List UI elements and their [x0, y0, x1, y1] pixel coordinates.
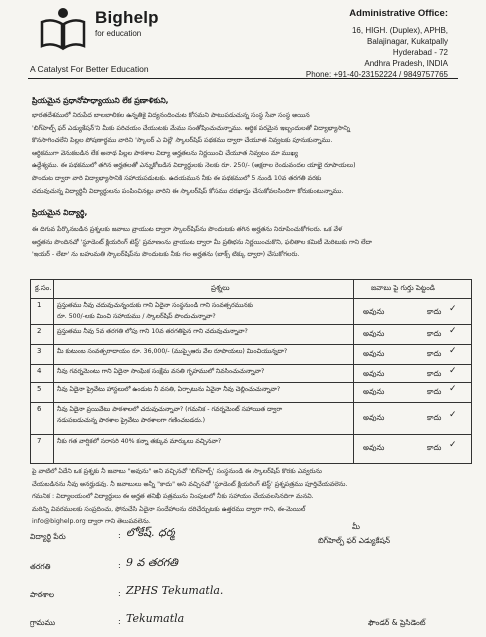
row-number: 2: [37, 327, 42, 335]
office-line: 16, HIGH. (Duplex), APHB,: [351, 26, 448, 35]
question-text: [57, 346, 347, 357]
brand: [95, 8, 159, 38]
header-answer: జవాబు పై గుర్తు పెట్టండి: [371, 284, 435, 292]
closing-line: మరిన్ని వివరములకు సంప్రదించు, ఫోనుచేసి ఏదైనా సందేహాలను దరిచేర్చుటకు ఉత్తరము ద్వారా గాని, ఈ-మెయిల్: [32, 505, 306, 513]
question-line: నీవు గవర్నమెంటు గాని ఏదైనా సాంఘిక సంక్షేమ వసతి గృహములో నివసించుచున్నావా?: [57, 368, 265, 375]
office-address: [258, 8, 448, 80]
no-option[interactable]: కాదు: [427, 413, 442, 422]
header-serial: క్ర.సం.: [35, 284, 52, 292]
question-line: మీ కుటుంబ సంవత్సరాదాయం రూ. 36,000/- (ముప్పైఆరు వేల రూపాయలు) మించియున్నదా?: [57, 348, 288, 355]
row-number: 7: [37, 437, 42, 445]
table-row: [31, 382, 471, 403]
no-option[interactable]: కాదు: [427, 349, 442, 358]
village-label: గ్రామము: [30, 618, 56, 627]
row-number: 5: [37, 385, 42, 393]
closing-line[interactable]: info@bighelp.org ద్వారా గాని తెలుపవలెను.: [32, 518, 151, 526]
signature-from: మీ: [352, 522, 360, 531]
no-option[interactable]: కాదు: [427, 307, 442, 316]
village-value[interactable]: Tekumatla: [126, 612, 185, 625]
instructions-line: ఈ దిగువ పేర్కొనబడిన ప్రశ్నలకు జవాబు వ్రాయుట ద్వారా స్కాలర్‌షిప్‌ను పొందుటకు తగిన అర్హతను నిరూపించుకోగలరు. ఒక వేళ: [32, 226, 343, 233]
closing-line: పై వాటిలో ఏదేని ఒక ప్రశ్నకు నీ జవాబు "అవును" అని వచ్చినచో 'బిగ్‌హెల్ప్' సంస్థనుండి ఈ స్కాలర్‌షిప్ కొరకు ఎవ్వరును: [32, 468, 322, 475]
row-number: 3: [37, 347, 42, 355]
class-label: తరగతి: [30, 562, 51, 571]
check-mark-icon: ✓: [449, 304, 457, 314]
office-phone: Phone: +91-40-23152224 / 9849757765: [305, 70, 448, 79]
yes-option[interactable]: అవును: [363, 387, 385, 396]
yes-option[interactable]: అవును: [363, 329, 385, 338]
class-value[interactable]: 9 వ తరగతి: [126, 556, 178, 569]
no-option[interactable]: కాదు: [427, 387, 442, 396]
check-mark-icon: ✓: [449, 326, 457, 336]
intro-line: 'బిగ్‌హెల్ప్ ఫర్ ఎడ్యుకేషన్'ని మీకు పరిచయం చేయుటకు మేము సంతోషించుచున్నాము. ఆర్థిక పరమైన ఇబ్బందులతో విద్యాభ్యాసాన్ని: [32, 124, 351, 132]
field-separator: :: [118, 589, 121, 598]
intro-line: ఆర్థికముగా వెనుకబడిన లేక అనాథ పిల్లల పాఠశాల విద్యా అర్హతలను నిర్ణయించి చేయూత నివ్వటం మా ముఖ్య: [32, 149, 299, 157]
table-row: [31, 298, 471, 325]
check-mark-icon: ✓: [449, 440, 457, 450]
question-line: ప్రస్తుతము నీవు 5వ తరగతి లోపు గాని 10వ తరగతిపైన గాని చదువుచున్నావా?: [57, 328, 248, 335]
yes-option[interactable]: అవును: [363, 369, 385, 378]
intro-paragraph: [32, 110, 472, 198]
header-divider: [28, 78, 458, 79]
question-line: నీకు గత వార్షికలో సరాసరి 40% కన్నా తక్కువ మార్కులు వచ్చినవా?: [57, 438, 222, 445]
school-label: పాఠశాల: [30, 590, 55, 599]
question-text: [57, 366, 347, 377]
question-line: నీవు ఏదైనా ప్రైవేటు హాస్టలులో ఉండుట నీ వసతి, ఏర్పాటును ఏవైనా నీవు చెల్లించుచున్నావా?: [57, 386, 281, 393]
instructions-paragraph: [32, 224, 472, 262]
check-mark-icon: ✓: [449, 366, 457, 376]
no-option[interactable]: కాదు: [427, 329, 442, 338]
check-mark-icon: ✓: [449, 346, 457, 356]
intro-line: ఉద్దేశ్యము. ఈ పథకములో తగిన అర్హతలతో ఎన్నుకోబడిన విద్యార్థులకు నెలకు రూ. 250/- (అక్షరాల రెండువందల యాభై రూపాయలు): [32, 162, 356, 170]
office-line: Andhra Pradesh, INDIA: [364, 59, 448, 68]
intro-line: కొనసాగించలేని పిల్లల పోషణార్థము వారిని 'స్కాలర్ ఎ విల్లే' స్కాలర్‌షిప్ పథకము ద్వారా చేయూత నివ్వటకు పూనుకున్నాము.: [32, 137, 333, 145]
question-text: [57, 300, 347, 322]
question-text: [57, 326, 347, 337]
header-question: ప్రశ్నలు: [211, 284, 230, 292]
office-title: Administrative Office:: [349, 8, 448, 19]
no-option[interactable]: కాదు: [427, 369, 442, 378]
question-text: [57, 436, 347, 447]
row-number: 4: [37, 367, 42, 375]
question-line: రూ. 500/-లకు మించి సహాయము / స్కాలర్‌షిప్ పొందుచున్నావా?: [57, 313, 216, 320]
closing-paragraph: [32, 466, 472, 529]
salutation-student: ప్రియమైన విద్యార్థి,: [32, 208, 88, 217]
check-mark-icon: ✓: [449, 384, 457, 394]
bighelp-logo-icon: [38, 6, 88, 52]
question-line: ప్రస్తుతము నీవు చదువుచున్నందుకు గాని ఏదైనా సంస్థనుండి గాని సంవత్సరమునకు: [57, 302, 254, 309]
salutation-headmaster: ప్రియమైన ప్రధానోపాధ్యాయుని లేక ప్రణాళికుని,: [32, 96, 169, 105]
check-mark-icon: ✓: [449, 410, 457, 420]
eligibility-table: [30, 279, 472, 464]
closing-line: చేయబడినను నీవు అనర్హుడవు. నీ జవాబులు అన్నీ "కాదు" అని వచ్చినచో 'స్టూడెంట్ క్లియరింగ్ టెస్ట్' ప్రశ్నపత్రము పూర్తిచేయవలెను.: [32, 480, 348, 488]
table-row: [31, 402, 471, 435]
instructions-line: 'ఇయర్ - లేటా' ను బహుమతి స్కాలర్‌షిప్‌ను పొందుటకు నీకు గల అర్హతను (బాక్స్ టిక్కు ద్వారా) చేసుకోగలరు.: [32, 251, 300, 259]
intro-line: పొందుట ద్వారా వారి విద్యాభ్యాసానికి సహాయపడుటకు. ఉదయమున నీకు ఈ పథకములో 5 నుండి 10వ తరగతి వరకు: [32, 174, 322, 182]
table-row: [31, 364, 471, 383]
intro-line: భారతదేశములో నిరుపేద బాలబాలికల ఉన్నతికై విద్యనందించుట కోసమని పాటుపడుచున్న సంస్థ సేవా సంస్థ అయిన: [32, 112, 310, 119]
student-name-label: విద్యార్థి పేరు: [30, 532, 66, 541]
brand-subtitle: for education: [95, 29, 142, 38]
question-line: నీవు ఏదైనా ప్రయివేటు పాఠశాలలో చదువుచున్నావా? (గమనిక - గవర్నమెంట్ సహాయిత ద్వారా: [57, 406, 283, 413]
yes-option[interactable]: అవును: [363, 307, 385, 316]
brand-name: Bighelp: [95, 8, 159, 27]
row-number: 1: [37, 301, 42, 309]
yes-option[interactable]: అవును: [363, 349, 385, 358]
office-line: Balajinagar, Kukatpally: [367, 37, 448, 46]
yes-option[interactable]: అవును: [363, 413, 385, 422]
field-separator: :: [118, 561, 121, 570]
table-row: [31, 434, 471, 462]
yes-option[interactable]: అవును: [363, 443, 385, 452]
signature-title: ఫౌండర్ & ప్రెసిడెంట్: [368, 618, 426, 627]
instructions-line: అర్హతను పొందినచో 'స్టూడెంట్ క్లియరింగ్ టెస్ట్' ప్రమాణంను వ్రాయుట ద్వారా మీ ప్రతిభను నిర్ణయించుకొని, ఫలితాల కమిటీ మెరిటుకు గాని లేదా: [32, 238, 373, 246]
closing-line: గమనిక : విద్యాలయంలో విద్యార్థులు ఈ అర్హత తనిఖీ పత్రమును నింపుటలో నీకు సహాయం చేయవలసినదిగా మనవి.: [32, 493, 314, 501]
signature-organization: బిగ్‌హెల్ప్ ఫర్ ఎడ్యుకేషన్: [318, 536, 391, 545]
table-row: [31, 344, 471, 365]
student-name-value[interactable]: లోకేష్. ధర్మ: [126, 526, 175, 539]
field-separator: :: [118, 531, 121, 540]
no-option[interactable]: కాదు: [427, 443, 442, 452]
table-header: [31, 280, 471, 299]
table-row: [31, 324, 471, 345]
question-line: నడుపబడుచున్న పాఠశాల ప్రైవేటు పాఠశాలగా గణించబడదు.): [57, 417, 206, 424]
question-text: [57, 404, 347, 426]
row-number: 6: [37, 405, 42, 413]
school-value[interactable]: ZPHS Tekumatla.: [126, 584, 224, 597]
intro-line: చదువుచున్న విద్యార్థినీ విద్యార్థులను పంపించినట్లు వారిని ఈ స్కాలర్‌షిప్ కోసము దరఖాస్తు చేసుకోవలసిందిగా కోరుకుంటున్నాము.: [32, 187, 344, 195]
tagline: A Catalyst For Better Education: [30, 64, 149, 74]
office-line: Hyderabad - 72: [392, 48, 448, 57]
field-separator: :: [118, 617, 121, 626]
question-text: [57, 384, 347, 395]
